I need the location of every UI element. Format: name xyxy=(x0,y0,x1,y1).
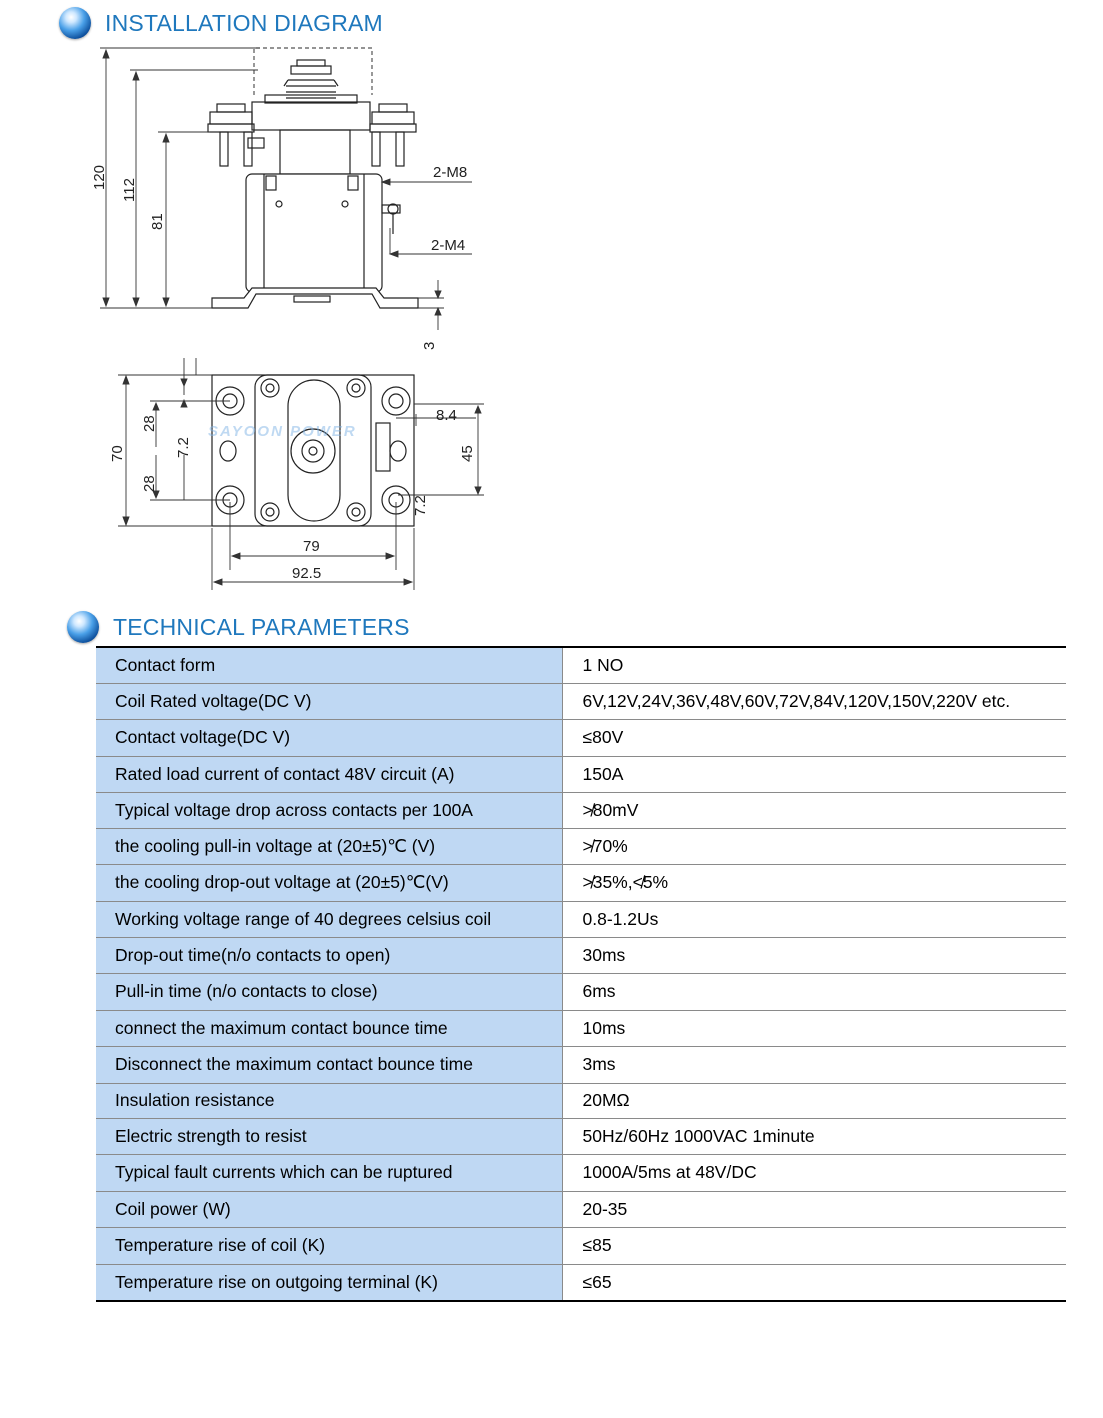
dim-81: 81 xyxy=(149,213,166,230)
table-row xyxy=(96,683,1066,719)
parameter-name: Coil power (W) xyxy=(96,1191,562,1227)
parameter-value: 150A xyxy=(562,756,1066,792)
parameter-name: Typical voltage drop across contacts per 100A xyxy=(96,792,562,828)
top-view-drawing xyxy=(212,375,414,526)
parameter-value: 3ms xyxy=(562,1046,1066,1083)
dim-70: 70 xyxy=(109,445,126,462)
bullet-orb-icon xyxy=(67,611,99,643)
table-row xyxy=(96,792,1066,828)
dim-28-lower: 28 xyxy=(141,475,158,492)
dim-112: 112 xyxy=(121,178,138,202)
parameter-value: 1000A/5ms at 48V/DC xyxy=(562,1154,1066,1191)
table-row xyxy=(96,937,1066,973)
table-row xyxy=(96,756,1066,792)
table-row xyxy=(96,1083,1066,1118)
table-row xyxy=(96,1010,1066,1046)
side-view-drawing xyxy=(208,48,418,308)
dim-79: 79 xyxy=(303,538,320,555)
technical-parameters-table xyxy=(96,646,1066,1302)
parameter-value: ≯35%,≮5% xyxy=(562,864,1066,901)
table-row xyxy=(96,1264,1066,1301)
dim-7-2-right: 7.2 xyxy=(412,495,429,516)
parameter-value: 10ms xyxy=(562,1010,1066,1046)
table-row xyxy=(96,828,1066,864)
parameter-name: Rated load current of contact 48V circuit (A) xyxy=(96,756,562,792)
parameter-name: Contact voltage(DC V) xyxy=(96,719,562,756)
parameter-name: Electric strength to resist xyxy=(96,1118,562,1154)
parameter-name: the cooling drop-out voltage at (20±5)℃(V) xyxy=(96,864,562,901)
table-row xyxy=(96,1118,1066,1154)
table-row xyxy=(96,1154,1066,1191)
callout-2-m4: 2-M4 xyxy=(431,237,466,254)
parameter-value: 6V,12V,24V,36V,48V,60V,72V,84V,120V,150V,220V etc. xyxy=(562,683,1066,719)
parameter-name: Pull-in time (n/o contacts to close) xyxy=(96,973,562,1010)
parameter-name: Typical fault currents which can be ruptured xyxy=(96,1154,562,1191)
installation-diagram-title: INSTALLATION DIAGRAM xyxy=(105,9,383,36)
dim-7-2-left: 7.2 xyxy=(175,437,192,458)
parameter-value: ≯70% xyxy=(562,828,1066,864)
parameter-name: Working voltage range of 40 degrees celsius coil xyxy=(96,901,562,937)
table-row xyxy=(96,647,1066,683)
parameter-name: connect the maximum contact bounce time xyxy=(96,1010,562,1046)
parameter-value: 6ms xyxy=(562,973,1066,1010)
parameter-value: ≤80V xyxy=(562,719,1066,756)
parameter-value: 20MΩ xyxy=(562,1083,1066,1118)
parameter-value: ≯80mV xyxy=(562,792,1066,828)
parameter-name: Coil Rated voltage(DC V) xyxy=(96,683,562,719)
dim-45: 45 xyxy=(459,445,476,462)
parameter-name: the cooling pull-in voltage at (20±5)℃ (V) xyxy=(96,828,562,864)
dim-92-5: 92.5 xyxy=(292,565,322,582)
dim-3: 3 xyxy=(421,341,438,350)
parameter-name: Contact form xyxy=(96,647,562,683)
parameter-value: 1 NO xyxy=(562,647,1066,683)
dim-28-upper: 28 xyxy=(141,415,158,432)
table-row xyxy=(96,864,1066,901)
parameter-name: Insulation resistance xyxy=(96,1083,562,1118)
parameter-name: Temperature rise of coil (K) xyxy=(96,1227,562,1264)
table-row xyxy=(96,1227,1066,1264)
dim-8-4: 8.4 xyxy=(436,407,457,424)
technical-parameters-title: TECHNICAL PARAMETERS xyxy=(113,613,410,640)
installation-diagram-header xyxy=(59,7,383,39)
table-row xyxy=(96,1191,1066,1227)
parameter-name: Drop-out time(n/o contacts to open) xyxy=(96,937,562,973)
table-row xyxy=(96,973,1066,1010)
installation-diagram xyxy=(80,40,500,600)
bullet-orb-icon xyxy=(59,7,91,39)
table-row xyxy=(96,1046,1066,1083)
parameter-value: ≤65 xyxy=(582,1271,612,1292)
callout-2-m8: 2-M8 xyxy=(433,164,468,181)
parameter-value: 0.8-1.2Us xyxy=(562,901,1066,937)
parameter-value: 50Hz/60Hz 1000VAC 1minute xyxy=(562,1118,1066,1154)
parameter-value: 20-35 xyxy=(562,1191,1066,1227)
technical-parameters-header xyxy=(67,611,410,643)
table-row xyxy=(96,719,1066,756)
table-row xyxy=(96,901,1066,937)
parameter-name: Temperature rise on outgoing terminal (K) xyxy=(96,1264,562,1301)
watermark: SAYOON POWER xyxy=(208,423,357,440)
parameter-value: 30ms xyxy=(562,937,1066,973)
dim-120: 120 xyxy=(91,164,108,190)
parameter-name: Disconnect the maximum contact bounce time xyxy=(96,1046,562,1083)
parameter-value: ≤85 xyxy=(562,1227,1066,1264)
